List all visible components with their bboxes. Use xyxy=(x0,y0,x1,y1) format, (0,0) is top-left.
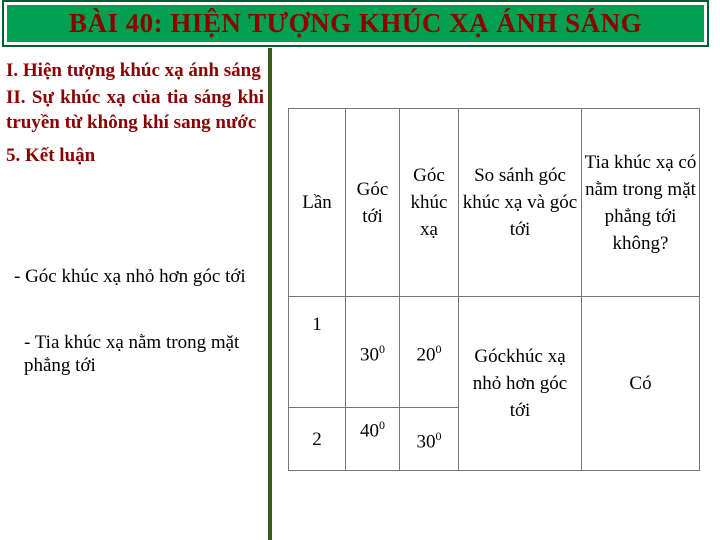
cell-incidence-1: $30^0$ xyxy=(346,297,400,408)
header-compare: So sánh góc khúc xạ và góc tới xyxy=(459,109,582,297)
header-plane: Tia khúc xạ có nằm trong mặt phẳng tới không? xyxy=(582,109,700,297)
left-panel xyxy=(6,58,264,376)
header-trial: Lần xyxy=(289,109,346,297)
cell-trial-2: 2 xyxy=(289,408,346,471)
title-bar xyxy=(4,2,707,45)
cell-refraction-2: $30^0$ xyxy=(400,408,459,471)
conclusion-bullet-1: - Góc khúc xạ nhỏ hơn góc tới xyxy=(14,266,246,287)
section-heading-1: I. Hiện tượng khúc xạ ánh sáng xyxy=(6,60,261,81)
page-title: BÀI 40: HIỆN TƯỢNG KHÚC XẠ ÁNH SÁNG xyxy=(68,8,643,38)
cell-trial-1: 1 xyxy=(289,297,346,408)
experiment-table xyxy=(288,108,700,471)
cell-plane-result: Có xyxy=(582,297,700,471)
cell-comparison-result: Góckhúc xạ nhỏ hơn góc tới xyxy=(459,297,582,471)
section-heading-2: II. Sự khúc xạ của tia sáng khi truyền từ không khí sang nước xyxy=(6,87,264,133)
vertical-divider xyxy=(268,48,272,540)
cell-incidence-2: $40^0$ xyxy=(346,408,400,471)
header-incidence-angle: Góc tới xyxy=(346,109,400,297)
cell-refraction-1: $20^0$ xyxy=(400,297,459,408)
table-header-row xyxy=(289,109,700,297)
header-refraction-angle: Góc khúc xạ xyxy=(400,109,459,297)
conclusion-heading: 5. Kết luận xyxy=(6,145,96,166)
conclusion-bullet-2: - Tia khúc xạ nằm trong mặt phẳng tới xyxy=(24,332,240,376)
table-row xyxy=(289,297,700,408)
